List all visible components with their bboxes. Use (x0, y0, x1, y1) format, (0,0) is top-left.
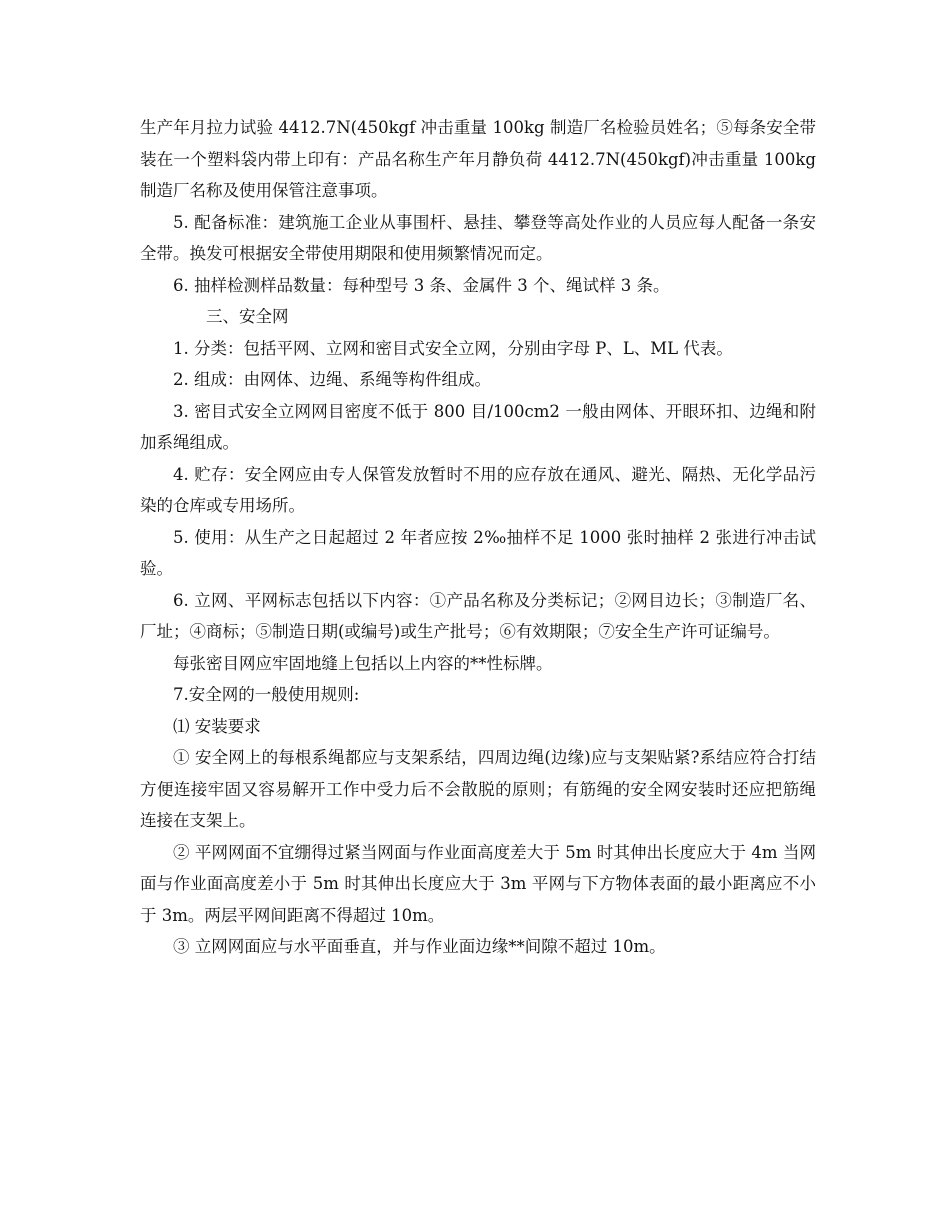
paragraph-rule-3: ③ 立网网面应与水平面垂直，并与作业面边缘**间隙不超过 10m。 (173, 937, 666, 956)
paragraph-item-7-rules: 7.安全网的一般使用规则: (173, 685, 360, 704)
paragraph-item-1-classification: 1. 分类：包括平网、立网和密目式安全立网，分别由字母 P、L、ML 代表。 (173, 338, 733, 358)
paragraph-item-6-marking: 6. 立网、平网标志包括以下内容：①产品名称及分类标记；②网目边长；③制造厂名、厂址；④商标；⑤制造日期(或编号)或生产批号；⑥有效期限；⑦安全生产许可证编号。 (140, 590, 816, 641)
paragraph-item-3-dense-mesh: 3. 密目式安全立网网目密度不低于 800 目/100cm2 一般由网体、开眼环扣、边绳和附加系绳组成。 (140, 401, 816, 452)
paragraph-item-4-storage: 4. 贮存：安全网应由专人保管发放暂时不用的应存放在通风、避光、隔热、无化学品污染的仓库或专用场所。 (140, 464, 816, 515)
paragraph-rule-1: ① 安全网上的每根系绳都应与支架系结，四周边绳(边缘)应与支架贴紧?系结应符合打结方便连接牢固又容易解开工作中受力后不会散脱的原则；有筋绳的安全网安装时还应把筋绳连接在支架上。 (140, 748, 816, 830)
paragraph-item-5-usage: 5. 使用：从生产之日起超过 2 年者应按 2‰抽样不足 1000 张时抽样 2 张进行冲击试验。 (140, 527, 816, 578)
paragraph-rule-2: ② 平网网面不宜绷得过紧当网面与作业面高度差大于 5m 时其伸出长度应大于 4m 当网面与作业面高度差小于 5m 时其伸出长度应大于 3m 平网与下方物体表面的最小距离应不小于 3m。两层平网间距离不得超过 10m。 (140, 842, 816, 925)
paragraph-continuation: 生产年月拉力试验 4412.7N(450kgf 冲击重量 100kg 制造厂名检验员姓名；⑤每条安全带装在一个塑料袋内带上印有：产品名称生产年月静负荷 4412.7N(450kgf)冲击重量 100kg 制造厂名称及使用保管注意事项。 (140, 118, 816, 200)
paragraph-label-requirement: 每张密目网应牢固地缝上包括以上内容的**性标牌。 (173, 653, 553, 673)
document-page (140, 112, 816, 963)
section-heading-safety-net: 三、安全网 (206, 307, 289, 326)
paragraph-item-5-equipment-standard: 5. 配备标准：建筑施工企业从事围杆、悬挂、攀登等高处作业的人员应每人配备一条安全带。换发可根据安全带使用期限和使用频繁情况而定。 (140, 212, 816, 263)
paragraph-subitem-installation: ⑴ 安装要求 (173, 716, 261, 736)
paragraph-item-6-sampling: 6. 抽样检测样品数量：每种型号 3 条、金属件 3 个、绳试样 3 条。 (173, 275, 670, 295)
paragraph-item-2-composition: 2. 组成：由网体、边绳、系绳等构件组成。 (173, 370, 491, 389)
